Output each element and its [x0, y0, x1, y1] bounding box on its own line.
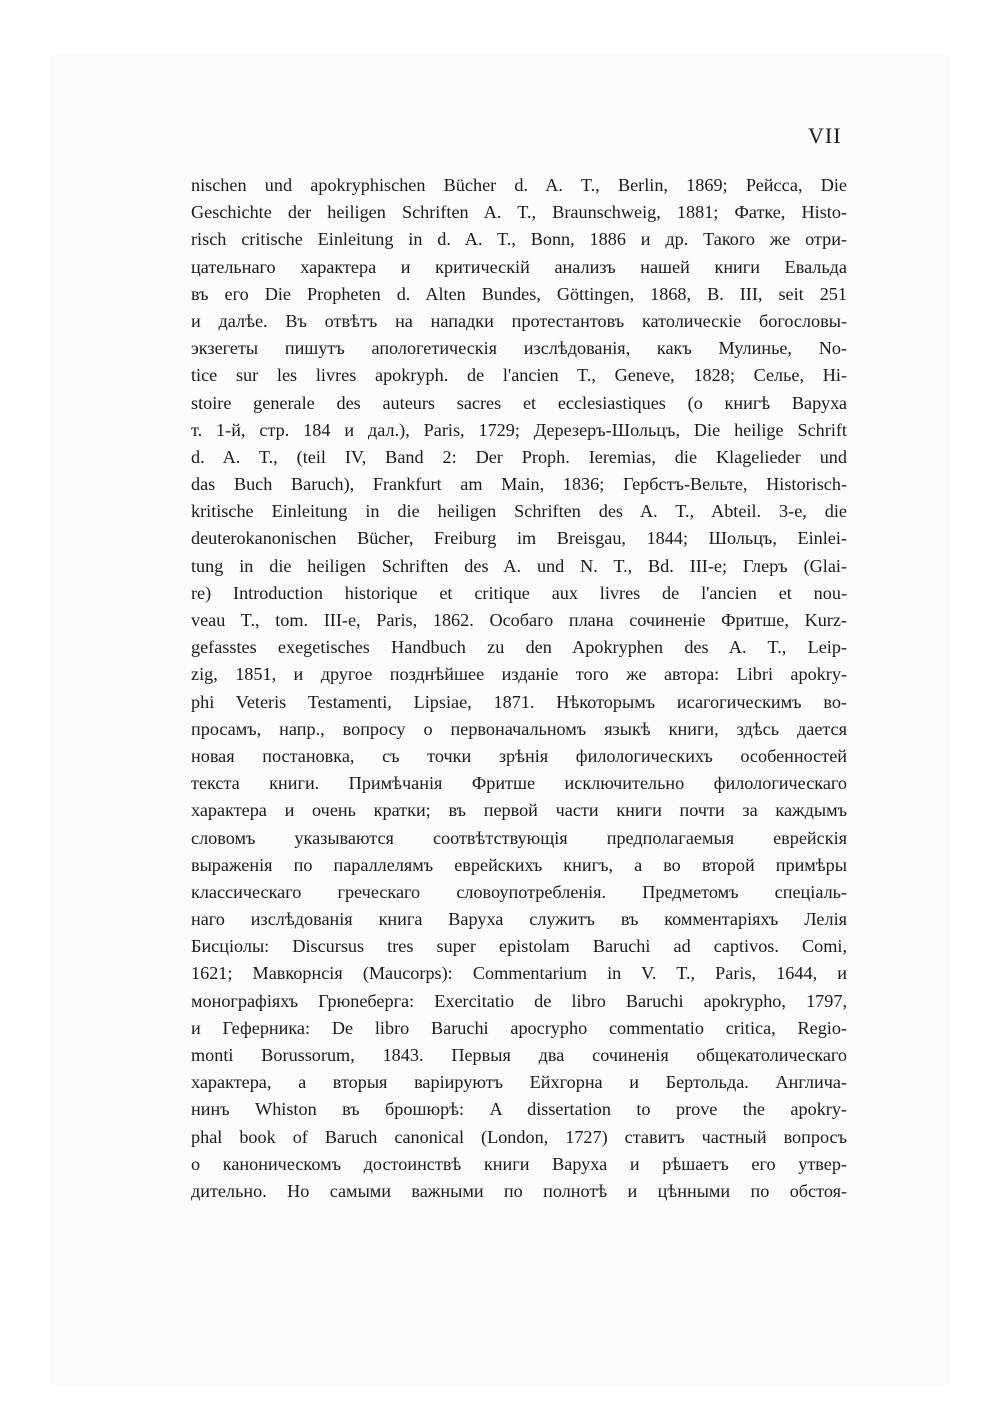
- text-line: nischen und apokryphischen Bücher d. A. T., Berlin, 1869; Рейсса, Die: [191, 175, 847, 195]
- page-number: VII: [808, 123, 842, 148]
- text-line: risch critische Einleitung in d. A. T., Bonn, 1886 и др. Такого же отри-: [191, 229, 847, 250]
- text-line: монографіяхъ Грюneберга: Exercitatio de libro Baruchi apokrypho, 1797,: [191, 990, 847, 1011]
- text-line: phal book of Baruch canonical (London, 1727) ставитъ частный вопросъ: [191, 1126, 847, 1147]
- text-line: kritische Einleitung in die heiligen Schriften des A. T., Abteil. 3-е, die: [191, 501, 847, 522]
- text-line: stoire generale des auteurs sacres et ecclesiastiques (о книгѣ Варуха: [191, 392, 847, 413]
- body-text: [191, 172, 847, 1205]
- text-line: характера, а вторыя варіируютъ Ейхгорна и Бертольда. Англича-: [191, 1072, 847, 1093]
- text-line: zig, 1851, и другое позднѣйшее изданіе того же автора: Libri apokry-: [191, 664, 847, 685]
- text-line: deuterokanonischen Bücher, Freiburg im Breisgau, 1844; Шольцъ, Einlei-: [191, 528, 847, 549]
- text-line: просамъ, напр., вопросу о первоначальномъ языкѣ книги, здѣсь дается: [191, 718, 847, 739]
- text-line: дительно. Но самыми важными по полнотѣ и цѣнными по обстоя-: [191, 1180, 847, 1201]
- text-line: т. 1-й, стр. 184 и дал.), Paris, 1729; Дерезеръ-Шольцъ, Die heilige Schrift: [191, 419, 847, 440]
- text-line: monti Borussorum, 1843. Первыя два сочиненія общекатолическаго: [191, 1045, 847, 1065]
- text-line: Бисціолы: Discursus tres super epistolam Baruchi ad captivos. Comi,: [191, 936, 847, 957]
- text-line: Geschichte der heiligen Schriften A. T., Braunschweig, 1881; Фатке, Histo-: [191, 202, 847, 223]
- text-line: tice sur les livres apokryph. de l'ancien T., Geneve, 1828; Селье, Hi-: [191, 365, 847, 386]
- text-line: d. A. T., (teil IV, Band 2: Der Proph. Ieremias, die Klagelieder und: [191, 446, 847, 467]
- text-line: цательнаго характера и критическій анализъ нашей книги Евальда: [191, 256, 847, 277]
- text-line: новая постановка, съ точки зрѣнія филологическихъ особенностей: [191, 745, 847, 766]
- text-line: классическаго греческаго словоупотребленія. Предметомъ спеціаль-: [191, 881, 847, 902]
- text-line: экзегеты пишутъ апологетическія изслѣдованія, какъ Мулинье, No-: [191, 338, 847, 359]
- text-line: наго изслѣдованія книга Варуха служитъ въ комментаріяхъ Лелія: [191, 909, 847, 930]
- text-line: veau T., tom. III-e, Paris, 1862. Особаго плана сочиненіе Фритше, Kurz-: [191, 610, 847, 630]
- text-line: tung in die heiligen Schriften des A. und N. T., Bd. III-e; Глеръ (Glai-: [191, 555, 847, 576]
- text-line: въ его Die Propheten d. Alten Bundes, Göttingen, 1868, B. III, seit 251: [191, 283, 847, 304]
- text-line: и Геферника: De libro Baruchi apocrypho commentatio critica, Regio-: [191, 1017, 847, 1038]
- text-line: нинъ Whiston въ брошюрѣ: A dissertation to prove the apokry-: [191, 1099, 847, 1120]
- text-line: re) Introduction historique et critique aux livres de l'ancien et nou-: [191, 582, 847, 603]
- text-line: gefasstes exegetisches Handbuch zu den Apokryphen des A. T., Leip-: [191, 637, 847, 658]
- text-line: выраженія по параллелямъ еврейскихъ книгъ, а во второй примѣры: [191, 854, 847, 875]
- text-line: das Buch Baruch), Frankfurt am Main, 1836; Гербстъ-Вельте, Historisch-: [191, 474, 847, 495]
- text-line: о каноническомъ достоинствѣ книги Варуха и рѣшаетъ его утвер-: [191, 1153, 847, 1174]
- text-line: словомъ указываются соотвѣтствующія предполагаемыя еврейскія: [191, 827, 847, 848]
- text-line: 1621; Мавкорнсія (Maucorps): Commentarium in V. T., Paris, 1644, и: [191, 963, 847, 984]
- text-line: и далѣе. Въ отвѣтъ на нападки протестантовъ католическіе богословы-: [191, 310, 847, 331]
- text-line: текста книги. Примѣчанія Фритше исключительно филологическаго: [191, 773, 847, 794]
- text-line: характера и очень кратки; въ первой части книги почти за каждымъ: [191, 800, 847, 821]
- text-line: phi Veteris Testamenti, Lipsiae, 1871. Нѣкоторымъ исагогическимъ во-: [191, 691, 847, 712]
